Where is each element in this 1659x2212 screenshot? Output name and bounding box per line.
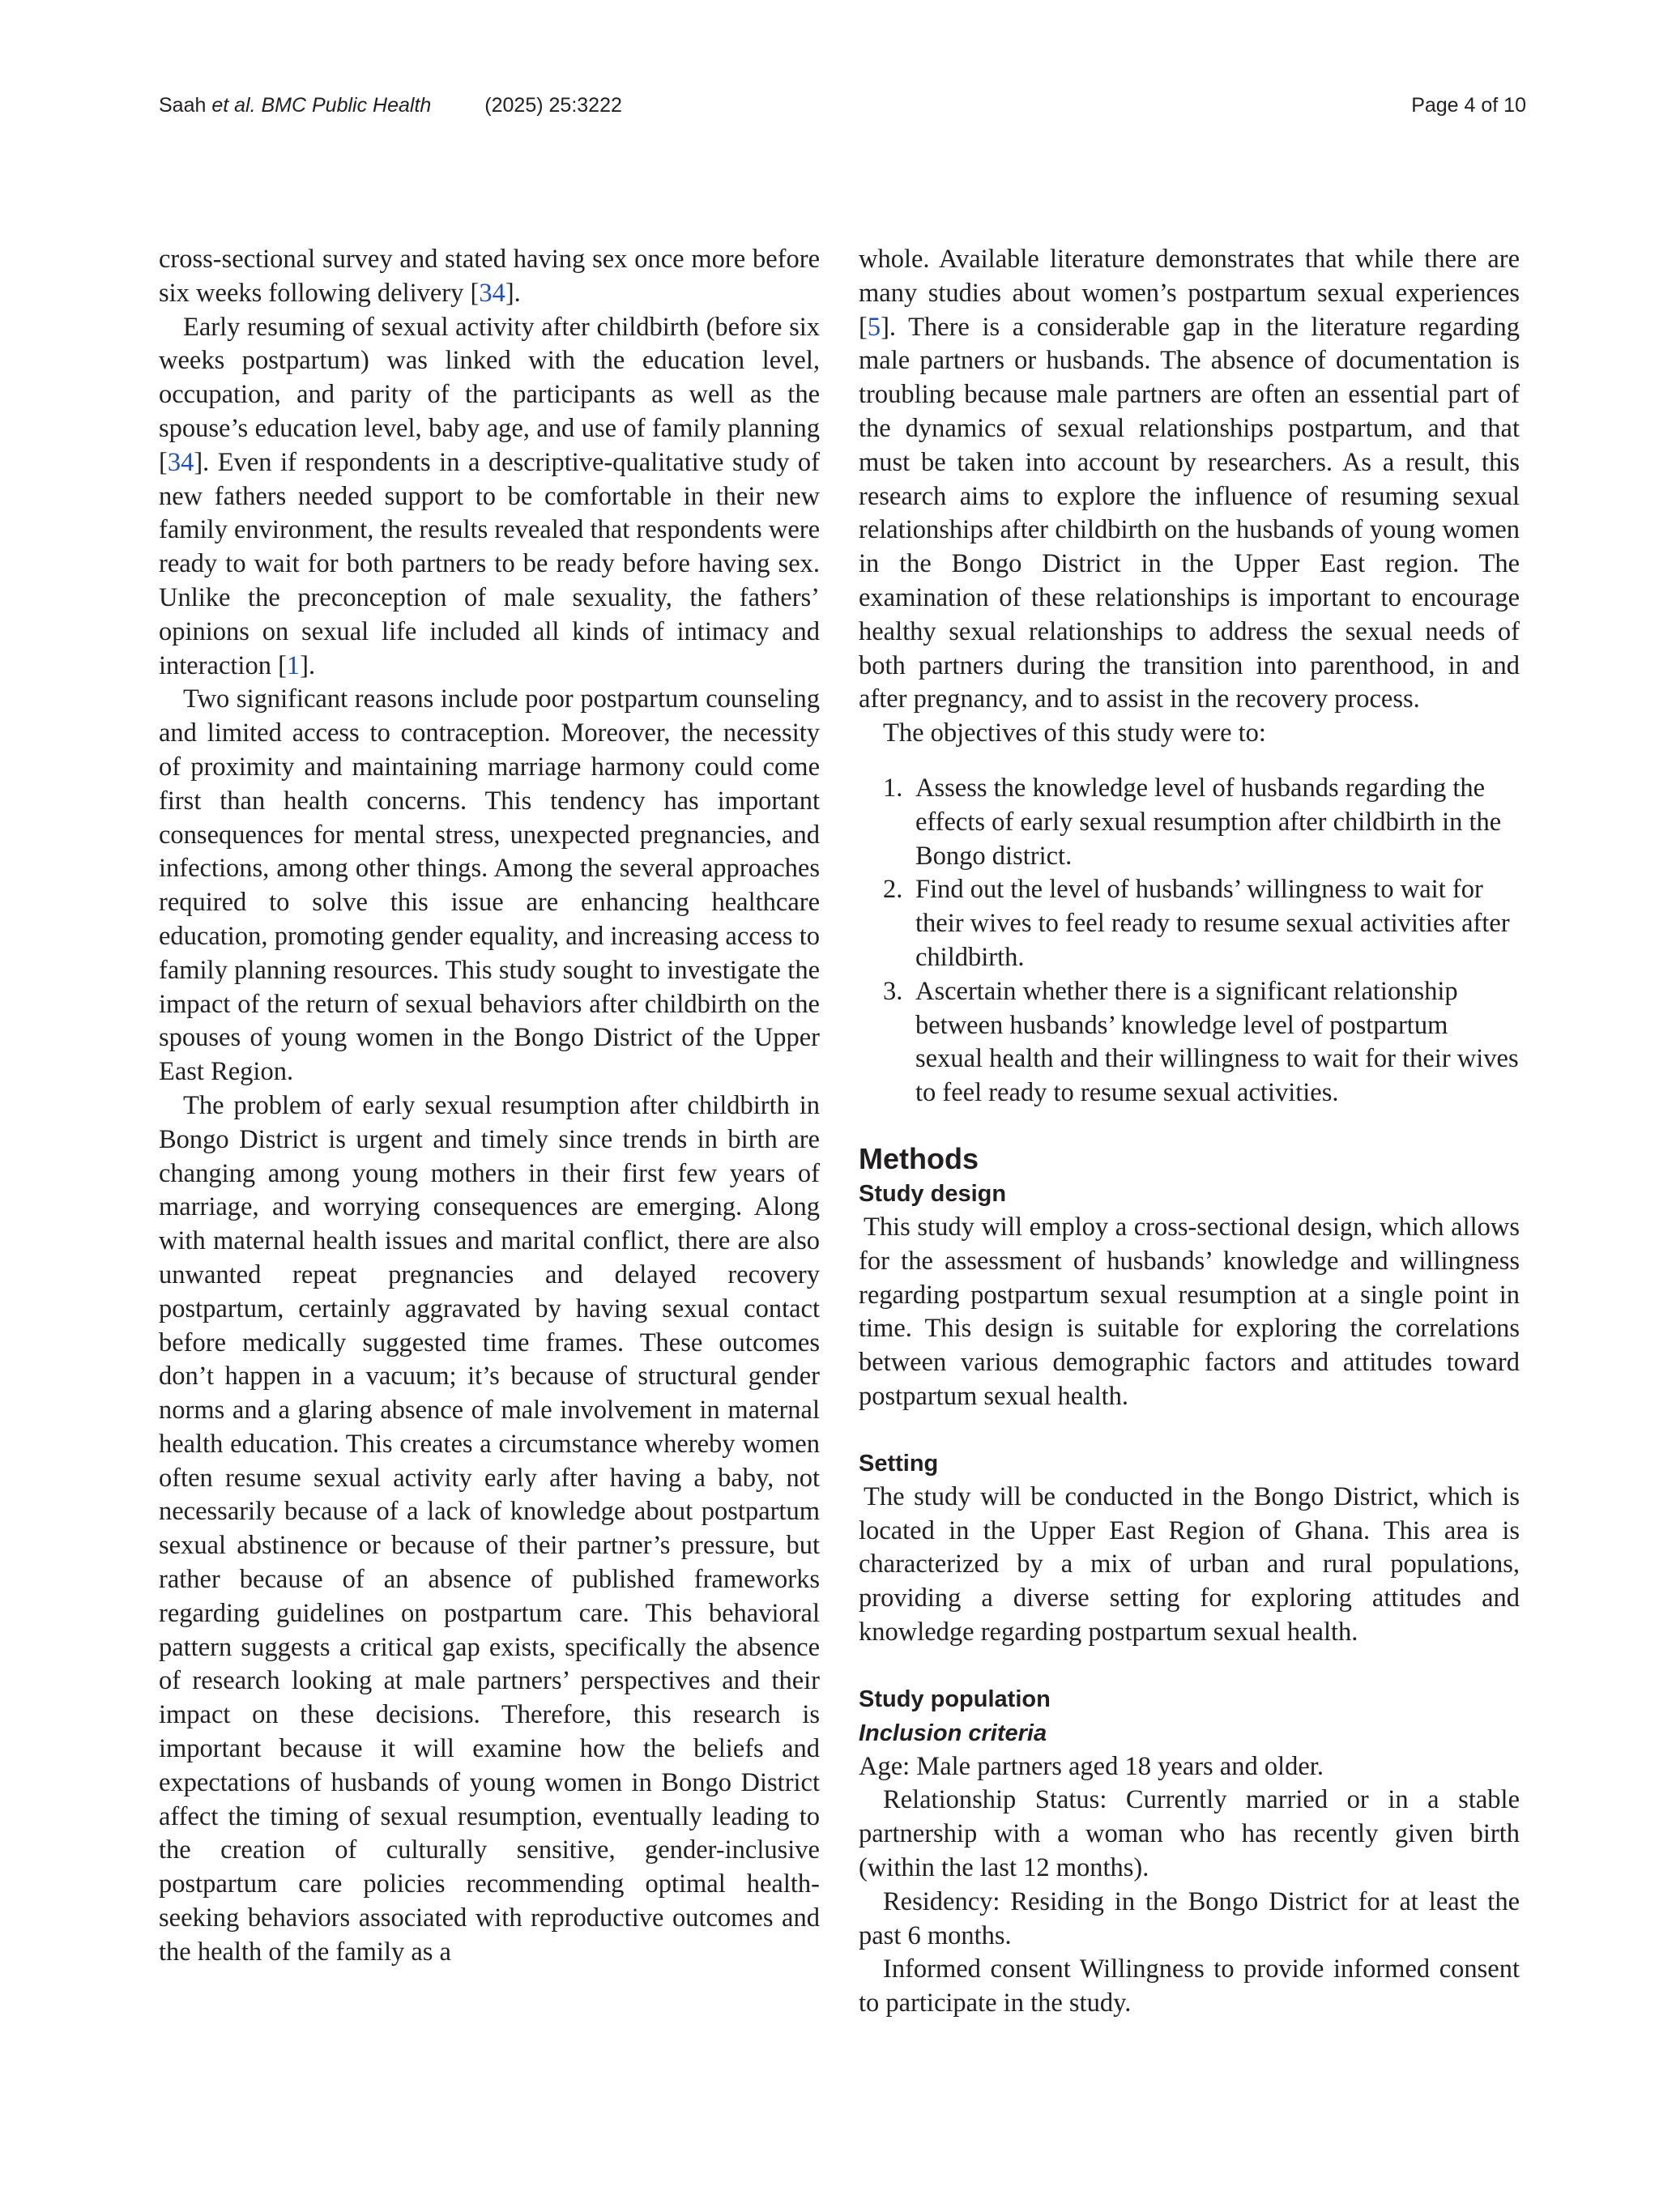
citation-link[interactable]: 5 bbox=[867, 312, 881, 342]
header-year-volume: (2025) 25:3222 bbox=[484, 94, 622, 117]
right-column bbox=[859, 243, 1520, 2021]
header-authors: Saah bbox=[159, 94, 212, 117]
subheading-study-population: Study population bbox=[859, 1686, 1051, 1712]
paragraph: The problem of early sexual resumption after childbirth in Bongo District is urgent and timely since trends in birth are changing among young mothers in their first few years of marriage, and worrying consequences are emerging. Along with maternal health issues and marital conflict, there are also unwanted repeat pregnancies and delayed recovery postpartum, certainly aggravated by having sexual contact before medically suggested time frames. These outcomes don’t happen in a vacuum; it’s because of structural gender norms and a glaring absence of male involvement in maternal health education. This creates a circumstance whereby women often resume sexual activity early after having a baby, not necessarily because of a lack of knowledge about postpartum sexual abstinence or because of their partner’s pressure, but rather because of an absence of published frameworks regarding guidelines on postpartum care. This behavioral pattern suggests a critical gap exists, specifically the absence of research looking at male partners’ perspectives and their impact on these decisions. Therefore, this research is important because it will examine how the beliefs and expectations of husbands of young women in Bongo District affect the timing of sexual resumption, eventually leading to the creation of culturally sensitive, gender-inclusive postpartum care policies recommending optimal health-seeking behaviors associated with reproductive outcomes and the health of the family as a bbox=[159, 1090, 820, 1967]
list-number: 1. bbox=[883, 773, 903, 803]
objectives-intro: The objectives of this study were to: bbox=[883, 718, 1266, 748]
subheading-setting: Setting bbox=[859, 1450, 939, 1477]
header-citation bbox=[159, 94, 622, 117]
paragraph: The study will be conducted in the Bongo District, which is located in the Upper East Region of Ghana. This area is characterized by a mix of urban and rural populations, providing a diverse setting for exploring attitudes and knowledge regarding postpartum sexual health. bbox=[859, 1481, 1520, 1647]
citation-link[interactable]: 34 bbox=[167, 447, 194, 477]
paragraph: This study will employ a cross-sectional design, which allows for the assessment of husbands’ knowledge and willingness regarding postpartum sexual resumption at a single point in time. This design is suitable for exploring the correlations between various demographic factors and attitudes toward postpartum sexual health. bbox=[859, 1212, 1520, 1411]
criteria-residency: Residency: Residing in the Bongo District for at least the past 6 months. bbox=[859, 1886, 1520, 1950]
criteria-age: Age: Male partners aged 18 years and older. bbox=[859, 1751, 1324, 1781]
subheading-inclusion-criteria: Inclusion criteria bbox=[859, 1720, 1047, 1746]
section-heading-methods: Methods bbox=[859, 1141, 979, 1175]
running-header bbox=[159, 94, 1526, 126]
paragraph bbox=[859, 243, 1520, 717]
paragraph-text: ]. bbox=[300, 650, 316, 680]
list-item bbox=[859, 873, 1520, 974]
paragraph bbox=[159, 243, 820, 311]
subheading-study-design: Study design bbox=[859, 1180, 1007, 1207]
criteria-relationship: Relationship Status: Currently married or in a stable partnership with a woman who has recently given birth (within the last 12 months). bbox=[859, 1785, 1520, 1883]
paragraph-text: Early resuming of sexual activity after childbirth (before six weeks postpartum) was linked with the education level, occupation, and parity of the participants as well as the spouse’s education level, baby age, and use of family planning [ bbox=[159, 312, 820, 477]
paragraph-text: ]. There is a considerable gap in the literature regarding male partners or husbands. The absence of documentation is troubling because male partners are often an essential part of the dynamics of sexual relationships postpartum, and that must be taken into account by researchers. As a result, this research aims to explore the influence of resuming sexual relationships after childbirth on the husbands of young women in the Bongo District in the Upper East region. The examination of these relationships is important to encourage healthy sexual relationships to address the sexual needs of both partners during the transition into parenthood, in and after pregnancy, and to assist in the recovery process. bbox=[859, 312, 1520, 714]
paragraph-text: ]. Even if respondents in a descriptive-qualitative study of new fathers needed support to be comfortable in their new family environment, the results revealed that respondents were ready to wait for both partners to be ready before having sex. Unlike the preconception of male sexuality, the fathers’ opinions on sexual life included all kinds of intimacy and interaction [ bbox=[159, 447, 820, 680]
list-item-text: Assess the knowledge level of husbands regarding the effects of early sexual resumption after childbirth in the Bongo district. bbox=[915, 773, 1502, 871]
list-item bbox=[859, 772, 1520, 873]
citation-link[interactable]: 1 bbox=[286, 650, 301, 680]
criteria-consent: Informed consent Willingness to provide informed consent to participate in the study. bbox=[859, 1954, 1520, 2018]
list-item-text: Ascertain whether there is a significant relationship between husbands’ knowledge level of postpartum sexual health and their willingness to wait for their wives to feel ready to resume sexual activities. bbox=[915, 976, 1519, 1108]
left-column bbox=[159, 243, 820, 1970]
header-page-number: Page 4 of 10 bbox=[1411, 94, 1526, 117]
paragraph bbox=[159, 311, 820, 684]
list-item bbox=[859, 975, 1520, 1110]
list-number: 2. bbox=[883, 875, 903, 905]
list-number: 3. bbox=[883, 976, 903, 1006]
objectives-list bbox=[859, 772, 1520, 1110]
header-journal: et al. BMC Public Health bbox=[211, 94, 432, 117]
paragraph: Two significant reasons include poor postpartum counseling and limited access to contraception. Moreover, the necessity of proximity and maintaining marriage harmony could come first than health concerns. This tendency has important consequences for mental stress, unexpected pregnancies, and infections, among other things. Among the several approaches required to solve this issue are enhancing healthcare education, promoting gender equality, and increasing access to family planning resources. This study sought to investigate the impact of the return of sexual behaviors after childbirth on the spouses of young women in the Bongo District of the Upper East Region. bbox=[159, 684, 820, 1087]
paragraph-text: cross-sectional survey and stated having sex once more before six weeks following delivery [ bbox=[159, 245, 820, 308]
paragraph-text: whole. Available literature demonstrates that while there are many studies about women’s postpartum sexual experiences [ bbox=[859, 245, 1520, 342]
citation-link[interactable]: 34 bbox=[479, 278, 505, 308]
list-item-text: Find out the level of husbands’ willingness to wait for their wives to feel ready to resume sexual activities after childbirth. bbox=[915, 875, 1510, 972]
paragraph-text: ]. bbox=[505, 278, 521, 308]
